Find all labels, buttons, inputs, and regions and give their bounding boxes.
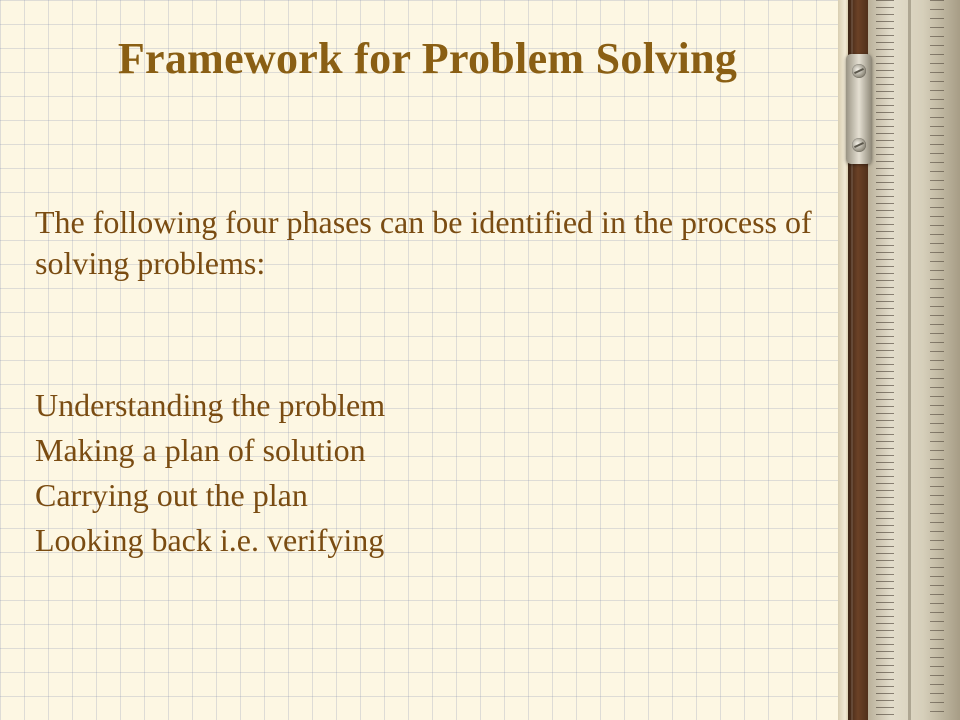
intro-text: The following four phases can be identified in the process of solving problems: bbox=[35, 204, 812, 281]
ruler-groove bbox=[908, 0, 911, 720]
phase-item: Understanding the problem bbox=[35, 387, 386, 423]
slide-title: Framework for Problem Solving bbox=[117, 34, 738, 83]
phase-item: Looking back i.e. verifying bbox=[35, 522, 385, 558]
phase-list bbox=[35, 383, 385, 563]
ruler-ticks bbox=[930, 0, 944, 720]
phase-item: Making a plan of solution bbox=[35, 432, 366, 468]
screw-icon bbox=[852, 64, 866, 78]
screw-icon bbox=[852, 138, 866, 152]
ruler-icon bbox=[868, 0, 960, 720]
phase-item: Carrying out the plan bbox=[35, 477, 308, 513]
